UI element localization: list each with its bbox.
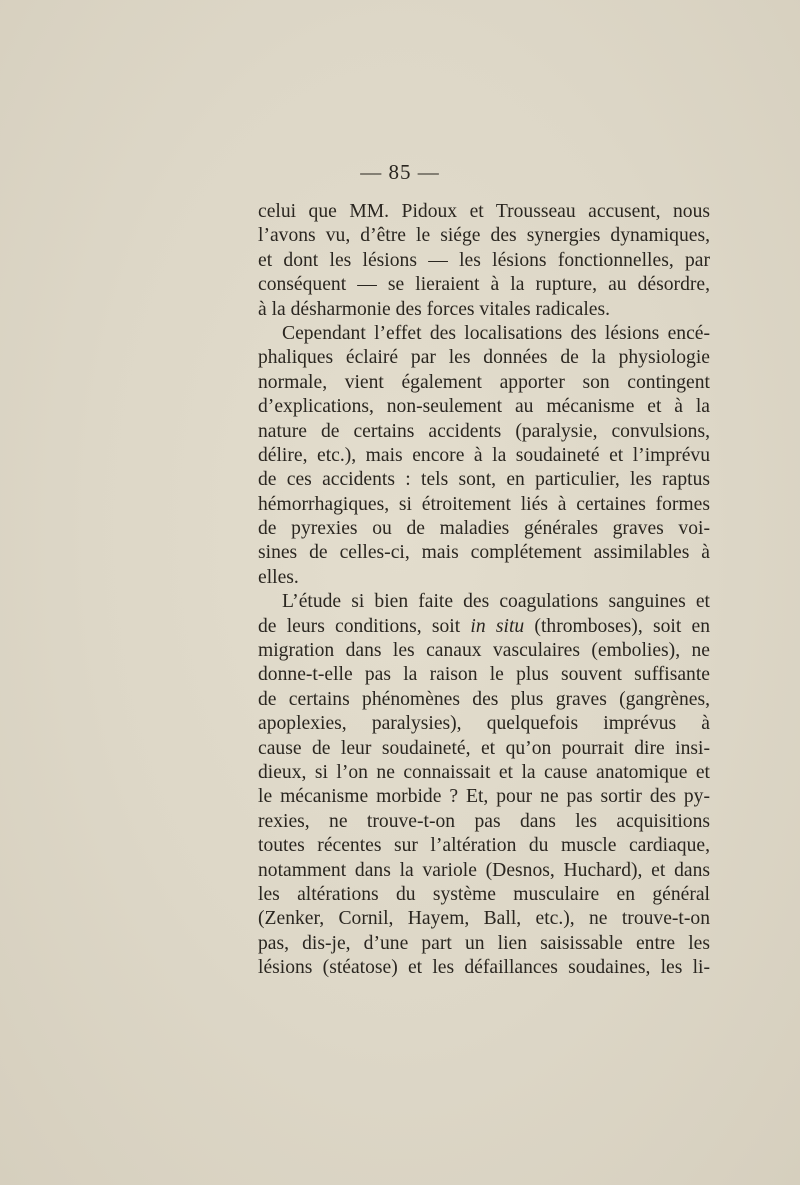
text-line: Cependant l’effet des localisations des lésions encé- [282,322,710,344]
text-line: rexies, ne trouve-t-on pas dans les acquisitions [258,810,710,832]
text-line: à la désharmonie des forces vitales radicales. [258,298,610,320]
text-line: hémorrhagiques, si étroitement liés à certaines formes [258,493,710,515]
text-line: toutes récentes sur l’altération du muscle cardiaque, [258,835,710,857]
text-segment: (thromboses), soit en [524,615,710,637]
text-line: elles. [258,566,299,588]
text-line: cause de leur soudaineté, et qu’on pourrait dire insi- [258,737,710,759]
text-line: les altérations du système musculaire en général [258,883,710,905]
text-line: donne-t-elle pas la raison le plus souvent suffisante [258,664,710,686]
italic-term: in situ [470,615,525,637]
text-line: dieux, si l’on ne connaissait et la cause anatomique et [258,761,710,783]
text-line: celui que MM. Pidoux et Trousseau accusent, nous [258,201,710,222]
text-line: (Zenker, Cornil, Hayem, Ball, etc.), ne trouve-t-on [258,908,710,930]
text-line: et dont les lésions — les lésions fonctionnelles, par [258,249,710,271]
text-line: le mécanisme morbide ? Et, pour ne pas sortir des py- [258,786,710,808]
text-line: de certains phénomènes des plus graves (gangrènes, [258,688,710,710]
text-line: conséquent — se lieraient à la rupture, au désordre, [258,274,710,296]
text-line: l’avons vu, d’être le siége des synergies dynamiques, [258,225,710,247]
text-line: L’étude si bien faite des coagulations sanguines et [282,591,710,613]
text-line: d’explications, non-seulement au mécanisme et à la [258,396,710,418]
text-line: de pyrexies ou de maladies générales graves voi- [258,518,710,540]
page-number: — 85 — [360,160,440,184]
text-line: sines de celles-ci, mais complétement assimilables à [258,542,710,564]
text-line: de ces accidents : tels sont, en particulier, les raptus [258,469,710,491]
paragraph-3 [258,590,710,980]
text-line: migration dans les canaux vasculaires (embolies), ne [258,640,710,662]
text-line: lésions (stéatose) et les défaillances soudaines, les li- [258,957,710,979]
body-text [258,200,710,981]
text-line: normale, vient également apporter son contingent [258,371,710,393]
text-line: délire, etc.), mais encore à la soudaineté et l’imprévu [258,444,710,466]
text-line: apoplexies, paralysies), quelquefois imprévus à [258,713,710,735]
text-segment: de leurs conditions, soit [258,615,471,637]
text-line: notamment dans la variole (Desnos, Huchard), et dans [258,859,710,881]
paragraph-2 [258,322,710,590]
paragraph-1 [258,200,710,322]
text-line: nature de certains accidents (paralysie, convulsions, [258,420,710,442]
text-line [258,615,710,639]
text-line: phaliques éclairé par les données de la physiologie [258,347,710,369]
text-line: pas, dis-je, d’une part un lien saisissable entre les [258,932,710,954]
